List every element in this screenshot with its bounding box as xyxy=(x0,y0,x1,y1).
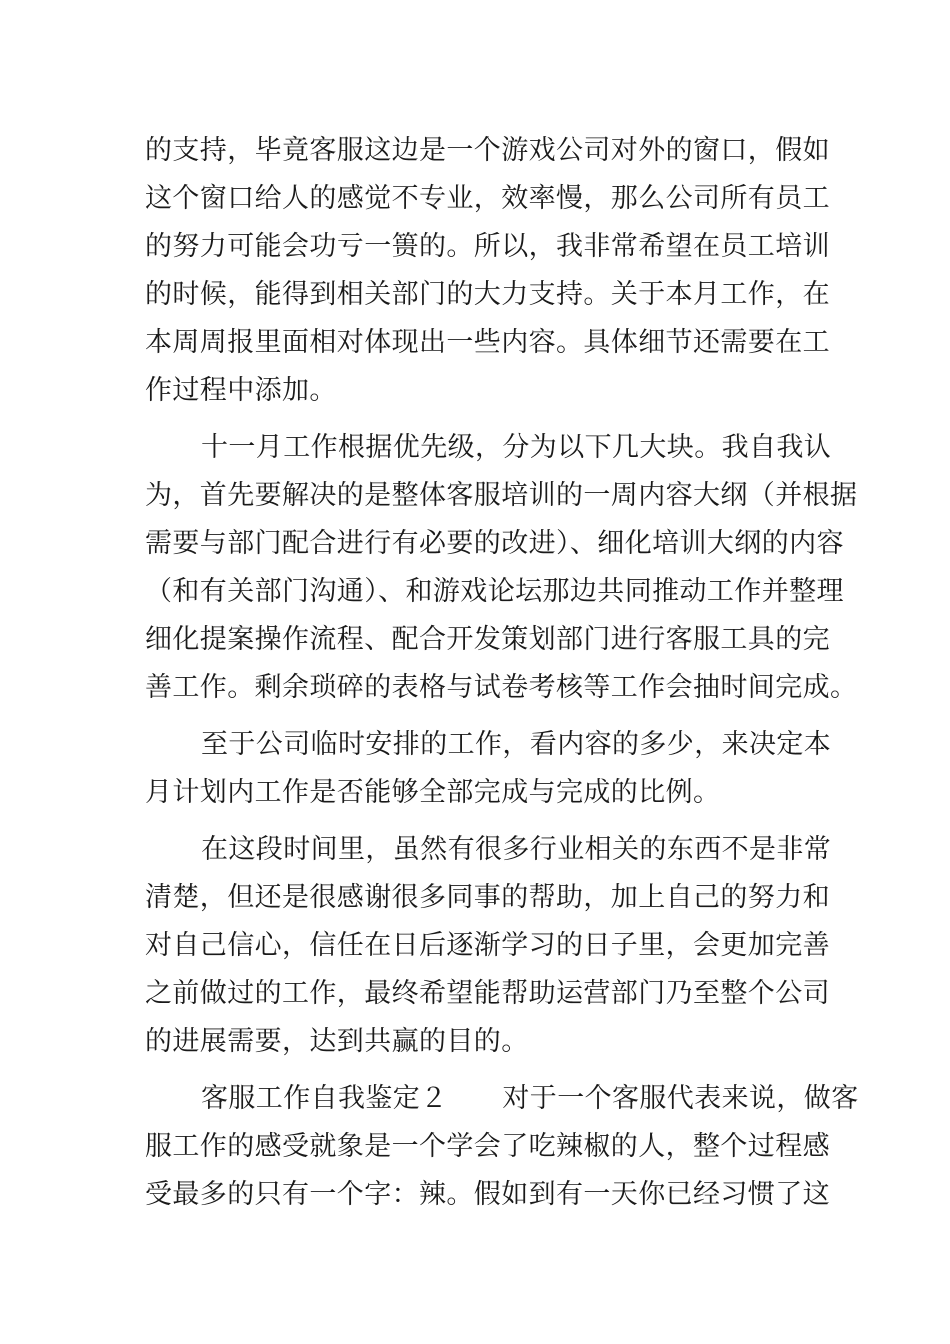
paragraph-line: 这个窗口给人的感觉不专业，效率慢，那么公司所有员工 xyxy=(145,183,830,214)
document-body xyxy=(145,127,859,1219)
paragraph-line: 善工作。剩余琐碎的表格与试卷考核等工作会抽时间完成。 xyxy=(145,672,858,703)
paragraph-1 xyxy=(145,127,830,415)
paragraph-4 xyxy=(145,826,832,1066)
paragraph-line: 服工作的感受就象是一个学会了吃辣椒的人，整个过程感 xyxy=(145,1131,830,1162)
paragraph-line: 作过程中添加。 xyxy=(145,375,337,406)
paragraph-line: 之前做过的工作，最终希望能帮助运营部门乃至整个公司 xyxy=(145,978,830,1009)
paragraph-line: 月计划内工作是否能够全部完成与完成的比例。 xyxy=(145,777,721,808)
paragraph-line: 在这段时间里，虽然有很多行业相关的东西不是非常 xyxy=(201,834,832,865)
paragraph-line: （和有关部门沟通）、和游戏论坛那边共同推动工作并整理 xyxy=(145,576,844,607)
paragraph-line: 的时候，能得到相关部门的大力支持。关于本月工作，在 xyxy=(145,279,830,310)
paragraph-line: 的努力可能会功亏一篑的。所以，我非常希望在员工培训 xyxy=(145,231,830,262)
paragraph-line: 对自己信心，信任在日后逐渐学习的日子里，会更加完善 xyxy=(145,930,830,961)
paragraph-5 xyxy=(145,1075,859,1219)
paragraph-2 xyxy=(145,424,858,712)
paragraph-line: 的支持，毕竟客服这边是一个游戏公司对外的窗口，假如 xyxy=(145,135,830,166)
paragraph-line: 细化提案操作流程、配合开发策划部门进行客服工具的完 xyxy=(145,624,830,655)
paragraph-line: 为，首先要解决的是整体客服培训的一周内容大纲（并根据 xyxy=(145,480,858,511)
paragraph-3 xyxy=(145,721,832,817)
paragraph-line: 至于公司临时安排的工作，看内容的多少，来决定本 xyxy=(201,729,832,760)
paragraph-line: 十一月工作根据优先级，分为以下几大块。我自我认 xyxy=(201,432,832,463)
paragraph-line: 本周周报里面相对体现出一些内容。具体细节还需要在工 xyxy=(145,327,830,358)
paragraph-line: 需要与部门配合进行有必要的改进）、细化培训大纲的内容 xyxy=(145,528,844,559)
paragraph-line: 的进展需要，达到共赢的目的。 xyxy=(145,1026,529,1057)
paragraph-line: 受最多的只有一个字：辣。假如到有一天你已经习惯了这 xyxy=(145,1179,830,1210)
paragraph-line: 客服工作自我鉴定２ 对于一个客服代表来说，做客 xyxy=(201,1083,859,1114)
paragraph-line: 清楚，但还是很感谢很多同事的帮助，加上自己的努力和 xyxy=(145,882,830,913)
